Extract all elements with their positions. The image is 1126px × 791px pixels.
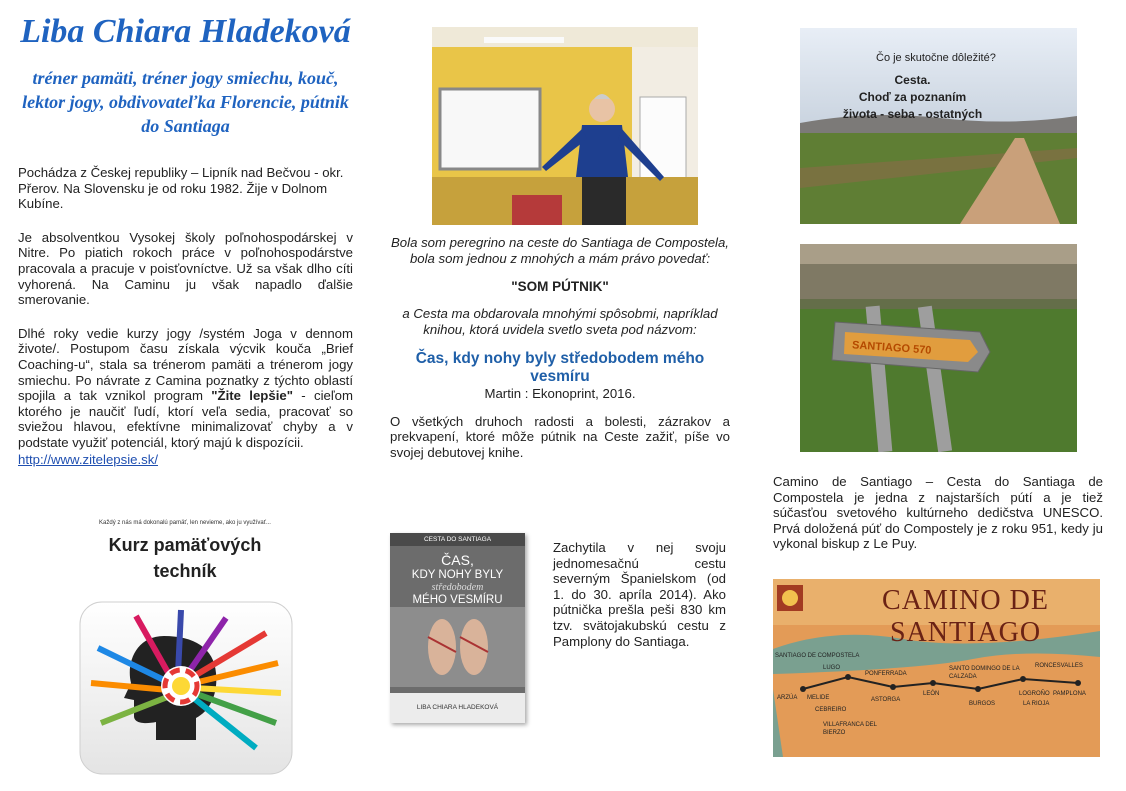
journey-text: Zachytila v nej svoju jednomesačnú cestu severným Španielskom (od 1. do 30. apríla 2014). Ako pútnička prešla peši 830 km tzv. svätojakubskú cestu z Pamplony do Santiaga.	[553, 540, 726, 649]
course-graphic	[60, 520, 310, 785]
map-label-ponferrada: PONFERRADA	[865, 671, 907, 677]
map-label-cebreiro: CEBREIRO	[815, 707, 847, 713]
bio-section	[18, 165, 353, 469]
map-label-burgos: BURGOS	[969, 701, 996, 707]
photo-question: Čo je skutočne dôležité?	[876, 52, 996, 64]
map-label-santo-domingo: SANTO DOMINGO DE LA CALZADA	[949, 666, 1020, 680]
course-tagline: Každý z nás má dokonalú pamäť, len nevieme, ako ju využívať...	[99, 520, 271, 526]
map-label-melide: MELIDE	[807, 695, 830, 701]
book-cover-author: LIBA CHIARA HLADEKOVÁ	[390, 693, 525, 723]
left-column	[18, 12, 353, 138]
book-cover-line1: ČAS,	[441, 552, 474, 568]
book-cover-line3: MÉHO VESMÍRU	[412, 594, 503, 606]
pilgrim-caption: Bola som peregrino na ceste do Santiaga de Compostela, bola som jednou z mnohých a mám právo povedať:	[391, 235, 729, 266]
map-label-arzua: ARZÚA	[777, 695, 798, 701]
map-label-pamplona: PAMPLONA	[1053, 691, 1086, 697]
course-title-line2: techník	[153, 561, 217, 581]
bio-courses: Dlhé roky vedie kurzy jogy /systém Joga v dennom živote/. Postupom času získala výcvik kouča „Brief Coaching-u“, stala sa trénerom pamäti a trénerom jogy smiechu. Po návrate z Camina poznatky z týchto oblastí spojila a tak vznikol program "Žite lepšie" - cieľom ktorého je naučiť ľudí, ktorí veľa sedia, pracovať so sviežou hlavou, efektívne minimalizovať chyby a v podstate využiť potenciál, ktorý majú k dispozícii.	[18, 325, 353, 450]
photo-answer: Cesta. Choď za poznaním života - seba - ostatných	[842, 73, 983, 121]
book-intro: a Cesta ma obdarovala mnohými spôsobmi, napríklad knihou, ktorá uvidela svetlo sveta pod názvom:	[402, 306, 718, 337]
map-label-astorga: ASTORGA	[871, 697, 901, 703]
map-label-santiago: SANTIAGO DE COMPOSTELA	[775, 653, 860, 659]
book-cover	[390, 533, 525, 723]
website-link[interactable]: http://www.zitelepsie.sk/	[18, 451, 158, 467]
memory-head-icon	[78, 600, 298, 780]
classroom-photo	[432, 27, 698, 225]
book-cover-script: středobodem	[431, 582, 484, 593]
program-name: "Žite lepšie"	[211, 388, 293, 404]
map-label-leon: LEÓN	[923, 691, 940, 697]
book-description: O všetkých druhoch radosti a bolesti, zázrakov a prekvapení, ktoré môže pútnik na Ceste zažiť, píše vo svojej debutovej knihe.	[390, 413, 730, 460]
map-label-lugo: LUGO	[823, 665, 841, 671]
map-title: CAMINO DE SANTIAGO	[882, 585, 1049, 648]
sign-text: SANTIAGO 570	[851, 339, 932, 357]
book-cover-series: CESTA DO SANTIAGA	[390, 533, 525, 546]
map-label-roncesvalles: RONCESVALLES	[1035, 663, 1083, 669]
camino-map	[773, 579, 1100, 757]
page-title: Liba Chiara Hladeková	[20, 13, 351, 50]
presenter-image	[432, 27, 698, 225]
map-label-logrono: LOGROÑO	[1019, 691, 1050, 697]
bio-origin: Pochádza z Českej republiky – Lipník nad Bečvou - okr. Přerov. Na Slovensku je od roku 1982. Žije v Dolnom Kubíne.	[18, 165, 344, 212]
map-label-la-rioja: LA RIOJA	[1023, 701, 1050, 707]
book-cover-line2: KDY NOHY BYLY	[411, 569, 504, 581]
course-title-line1: Kurz pamäťových	[108, 535, 262, 555]
signpost-image	[800, 244, 1077, 452]
book-title: Čas, kdy nohy byly středobodem mého vesmíru	[415, 350, 705, 385]
signpost-photo	[800, 244, 1077, 452]
feet-icon	[390, 607, 525, 687]
unesco-text: Camino de Santiago – Cesta do Santiaga de Compostela je jedna z najstarších pútí a je tiež súčasťou svetového kultúrneho dedičstva UNESCO. Prvá doložená púť do Compostely je z roku 951, kedy ju vykonal biskup z Le Puy.	[773, 474, 1103, 552]
pilgrim-slogan: "SOM PÚTNIK"	[511, 279, 609, 294]
bio-education: Je absolventkou Vysokej školy poľnohospodárskej v Nitre. Po piatich rokoch práce v poľnohospodárstve pracovala a pracuje v poisťovníctve. Už sa však dlho cíti vyhorená. Na Caminu ju však napadlo ďalšie smerovanie.	[18, 229, 353, 308]
middle-column	[390, 235, 730, 460]
roles-subtitle: tréner pamäti, tréner jogy smiechu, kouč, lektor jogy, obdivovateľka Florencie, pútnik do Santiaga	[22, 68, 349, 136]
book-publisher: Martin : Ekonoprint, 2016.	[484, 386, 636, 401]
map-label-villafranca: VILLAFRANCA DEL BIERZO	[823, 722, 877, 736]
road-photo	[800, 28, 1077, 224]
